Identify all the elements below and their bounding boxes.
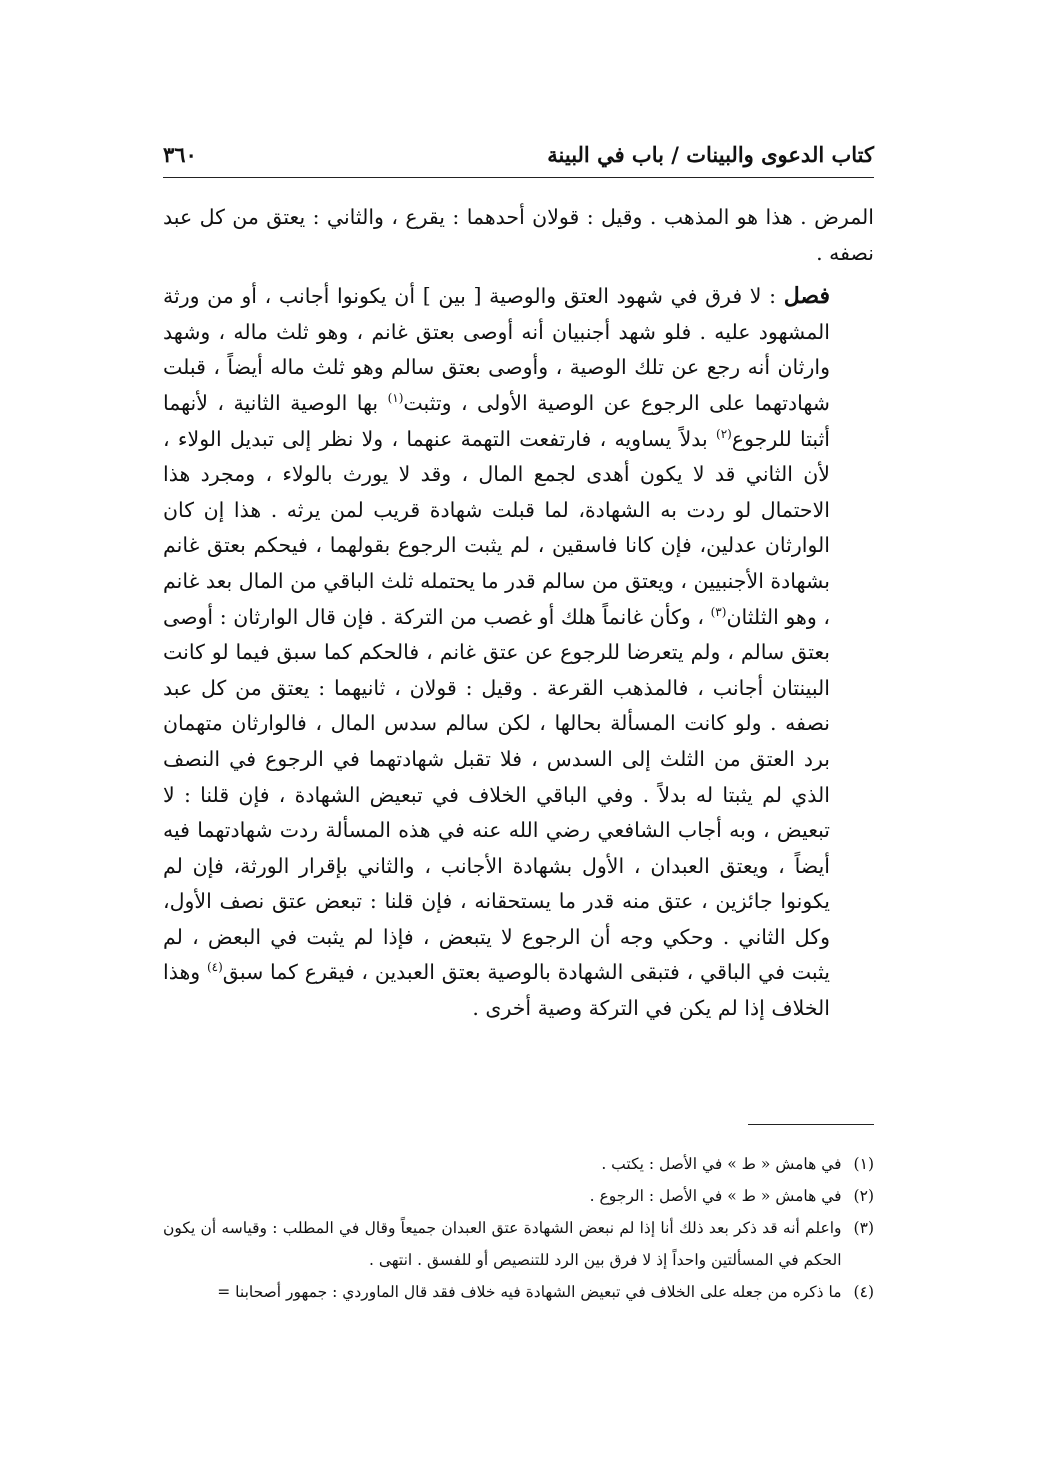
footnote-text: في هامش « ط » في الأصل : الرجوع .	[589, 1187, 842, 1205]
footnote-ref-1: (١)	[387, 391, 404, 406]
footnotes	[163, 1148, 874, 1308]
footnote-rule	[748, 1124, 874, 1125]
footnote-text: واعلم أنه قد ذكر بعد ذلك أنا إذا لم نبعض الشهادة عتق العبدان جميعاً وقال في المطلب : وقياسه أن يكون الحكم في المسألتين واحداً إذ لا فرق بين الرد للتنصيص أو للفسق . انتهى .	[163, 1219, 842, 1269]
page-number: ٣٦٠	[163, 141, 197, 167]
footnote-number: (٤)	[853, 1283, 874, 1301]
footnote-number: (١)	[853, 1155, 874, 1173]
footnote	[163, 1180, 874, 1212]
footnote	[163, 1212, 874, 1276]
footnote-ref-4: (٤)	[206, 960, 223, 975]
running-title: كتاب الدعوى والبينات / باب في البينة	[547, 141, 874, 167]
footnote-text: في هامش « ط » في الأصل : يكتب .	[601, 1155, 842, 1173]
paragraph-2-segment: ، وكأن غانماً هلك أو غصب من التركة . فإن قال الوارثان : أوصى بعتق سالم ، ولم يتعرضا للرجوع عن عتق غانم ، فالحكم كما سبق فيما لو كانت البينتان أجانب ، فالمذهب القرعة . وقيل : قولان ، ثانيهما : يعتق من كل عبد نصفه . ولو كانت المسألة بحالها ، لكن سالم سدس المال ، فالوارثان متهمان برد العتق من الثلث إلى السدس ، فلا تقبل شهادتهما في الرجوع في النصف الذي لم يثبتا له بدلاً . وفي الباقي الخلاف في تبعيض الشهادة ، فإن قلنا : لا تبعيض ، وبه أجاب الشافعي رضي الله عنه في هذه المسألة ردت شهادتهما فيه أيضاً ، ويعتق العبدان ، الأول بشهادة الأجانب ، والثاني بإقرار الورثة، فإن لم يكونوا جائزين ، عتق منه قدر ما يستحقانه ، فإن قلنا : تبعض عتق نصف الأول، وكل الثاني . وحكي وجه أن الرجوع لا يتبعض ، فإذا لم يثبت في البعض ، لم يثبت في الباقي ، فتبقى الشهادة بالوصية بعتق العبدين ، فيقرع كما سبق	[163, 604, 830, 985]
paragraph-2-segment: وهذا الخلاف إذا لم يكن في التركة وصية أخرى .	[163, 960, 830, 1021]
footnote-ref-2: (٢)	[716, 426, 732, 441]
footnote-ref-3: (٣)	[710, 604, 727, 619]
section-lead-word: فصل	[783, 283, 830, 310]
main-text	[163, 200, 874, 1027]
footnote-number: (٢)	[853, 1187, 874, 1205]
footnote-number: (٣)	[853, 1219, 874, 1237]
paragraph-2-segment: : لا فرق في شهود العتق والوصية [ بين ] أن يكونوا أجانب ، أو من ورثة المشهود عليه . فلو شهد أجنبيان أنه أوصى بعتق غانم ، وهو ثلث ماله ، وشهد وارثان أنه رجع عن تلك الوصية ، وأوصى بعتق سالم وهو ثلث ماله أيضاً ، قبلت شهادتهما على الرجوع عن الوصية الأولى ، وتثبت	[163, 284, 830, 415]
paragraph-2	[163, 279, 874, 1026]
header-rule	[163, 177, 874, 178]
page-header	[163, 133, 874, 175]
paragraph-2-segment: بها الوصية الثانية ، لأنهما أثبتا للرجوع	[163, 390, 830, 451]
footnote	[163, 1148, 874, 1180]
footnote-text: ما ذكره من جعله على الخلاف في تبعيض الشهادة فيه خلاف فقد قال الماوردي : جمهور أصحابنا =	[217, 1283, 842, 1301]
paragraph-2-segment: بدلاً يساويه ، فارتفعت التهمة عنهما ، ولا نظر إلى تبديل الولاء ، لأن الثاني قد لا يكون أهدى لجمع المال ، وقد لا يورث بالولاء ، ومجرد هذا الاحتمال لو ردت به الشهادة، لما قبلت شهادة قريب لمن يرثه . هذا إن كان الوارثان عدلين، فإن كانا فاسقين ، لم يثبت الرجوع بقولهما ، فيحكم بعتق غانم بشهادة الأجنبيين ، ويعتق من سالم قدر ما يحتمله ثلث الباقي من المال بعد غانم ، وهو الثلثان	[162, 426, 830, 629]
footnote	[163, 1276, 874, 1308]
paragraph-1: المرض . هذا هو المذهب . وقيل : قولان أحدهما : يقرع ، والثاني : يعتق من كل عبد نصفه .	[163, 205, 874, 265]
